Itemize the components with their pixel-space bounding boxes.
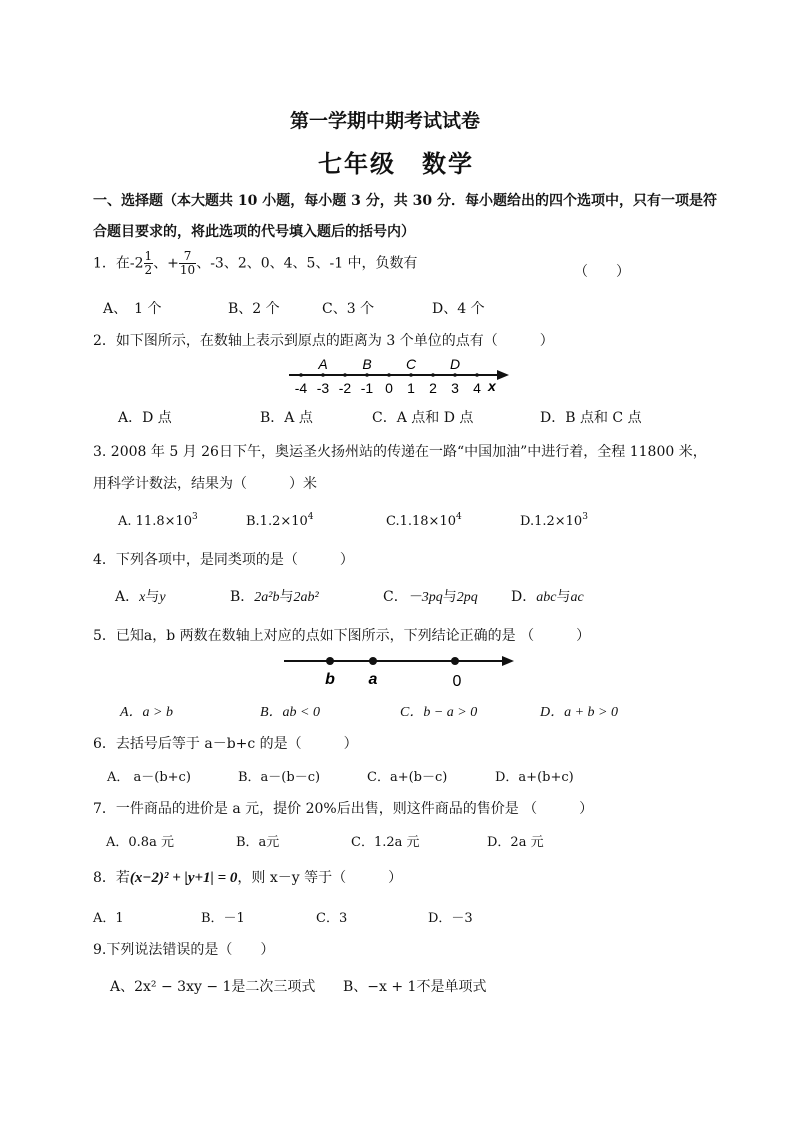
q8-option-c: C．3 <box>316 911 348 926</box>
page-subtitle: 七年级 数学 <box>318 149 474 178</box>
question-8 <box>93 867 402 887</box>
question-4: 4．下列各项中，是同类项的是（ ） <box>93 552 354 568</box>
q1-prefix: 1．在-2 <box>93 255 144 272</box>
q6-option-b: B．a－(b－c) <box>238 770 321 785</box>
q5-option-a: A．a > b <box>120 705 173 720</box>
exponent: 3 <box>582 512 588 522</box>
q2-option-c: C．A 点和 D 点 <box>372 410 474 426</box>
q2-option-d: D．B 点和 C 点 <box>540 410 642 426</box>
q1-option-c: C、3 个 <box>322 301 375 317</box>
q9-option-b: B、−x + 1不是单项式 <box>343 979 487 995</box>
tick-label: -4 <box>294 380 308 396</box>
option-label: A． <box>115 589 140 605</box>
option-text: D.1.2×10 <box>520 514 583 529</box>
question-1 <box>93 250 418 277</box>
term: y <box>159 590 166 605</box>
question-3-cont: 用科学计数法，结果为（ ）米 <box>93 476 317 492</box>
term: 2a²b <box>254 590 280 605</box>
q7-option-a: A．0.8a 元 <box>106 835 174 850</box>
conjunction: 与 <box>556 589 571 605</box>
number-line-diagram <box>285 355 515 401</box>
tick-label: -3 <box>316 380 330 396</box>
term: abc <box>536 590 557 605</box>
tick-label: 4 <box>473 380 481 396</box>
point-label-b: B <box>362 356 372 372</box>
question-3: 3. 2008 年 5 月 26日下午，奥运圣火扬州站的传递在一路“中国加油”中进行着，全程 11800 米， <box>93 444 707 460</box>
tick-mark <box>409 373 413 377</box>
q5-option-d: D．a + b > 0 <box>540 705 619 720</box>
answer-blank[interactable]: （ ） <box>574 264 630 280</box>
option-text: A. 11.8×10 <box>118 514 193 529</box>
exponent: 4 <box>456 512 462 522</box>
tick-mark <box>343 373 347 377</box>
question-2: 2．如下图所示，在数轴上表示到原点的距离为 3 个单位的点有（ ） <box>93 333 554 349</box>
q3-option-a <box>118 512 198 529</box>
q3-option-b <box>246 512 314 529</box>
q5-option-c: C．b − a > 0 <box>400 705 478 720</box>
tick-label: 1 <box>407 380 415 396</box>
option-label: C． <box>383 589 408 605</box>
section-heading-cont: 合题目要求的，将此选项的代号填入题后的括号内） <box>93 224 415 240</box>
q3-option-c <box>386 512 462 529</box>
axis-variable-x: x <box>488 378 496 394</box>
q8-option-b: B．－1 <box>201 911 245 926</box>
tick-mark <box>321 373 325 377</box>
q3-option-d <box>520 512 588 529</box>
tick-mark <box>475 373 479 377</box>
conjunction: 与 <box>442 589 457 605</box>
q8-option-a: A．1 <box>93 911 124 926</box>
arrow-head <box>502 656 514 666</box>
term: x <box>139 590 146 605</box>
point-label-d: D <box>449 356 461 372</box>
q5-option-b: B．ab < 0 <box>260 705 320 720</box>
exponent: 4 <box>307 512 314 522</box>
tick-label: 2 <box>429 380 437 396</box>
option-text: B.1.2×10 <box>246 514 308 529</box>
q9-option-a: A、2x² − 3xy − 1是二次三项式 <box>110 979 316 995</box>
tick-mark <box>387 373 391 377</box>
label-a: a <box>368 671 378 688</box>
fraction-numerator: 7 <box>179 250 196 264</box>
question-7: 7．一件商品的进价是 a 元，提价 20%后出售，则这件商品的售价是 （ ） <box>93 801 594 817</box>
q1-option-a: A、 1 个 <box>103 301 162 317</box>
tick-mark <box>365 373 369 377</box>
tick-label: 0 <box>385 380 393 396</box>
tick-label: -1 <box>360 380 374 396</box>
q8-equation: (x−2)² + |y+1| = 0 <box>129 870 238 886</box>
question-9: 9.下列说法错误的是（ ） <box>93 942 275 958</box>
option-text: C.1.18×10 <box>386 514 456 529</box>
point-a <box>369 657 377 665</box>
q6-option-c: C．a+(b－c) <box>367 770 448 785</box>
q4-option-c <box>383 586 478 606</box>
q8-suffix: ，则 x－y 等于（ ） <box>237 870 403 886</box>
q8-prefix: 8．若 <box>93 870 130 886</box>
q4-option-d <box>511 586 584 606</box>
section-heading: 一、选择题（本大题共 10 小题，每小题 3 分，共 30 分．每小题给出的四个选项中，只有一项是符 <box>93 193 717 209</box>
term: 2pq <box>456 590 478 605</box>
page-title: 第一学期中期考试试卷 <box>290 110 481 132</box>
q4-option-b <box>230 586 319 606</box>
point-label-c: C <box>405 356 417 372</box>
q1-option-d: D、4 个 <box>432 301 485 317</box>
label-b: b <box>325 671 335 688</box>
q2-option-b: B．A 点 <box>260 410 313 426</box>
q8-option-d: D．－3 <box>428 911 473 926</box>
fraction-denominator: 10 <box>179 263 196 277</box>
q2-option-a: A．D 点 <box>118 410 172 426</box>
point-label-a: A <box>318 356 328 372</box>
term: ac <box>570 590 584 605</box>
conjunction: 与 <box>279 589 294 605</box>
fraction-numerator: 1 <box>144 249 153 263</box>
question-5: 5．已知a，b 两数在数轴上对应的点如下图所示，下列结论正确的是 （ ） <box>93 628 591 644</box>
option-label: B． <box>230 589 255 605</box>
q6-option-a: A． a－(b+c) <box>107 770 191 785</box>
number-line-diagram-2 <box>280 650 520 690</box>
label-zero: 0 <box>452 673 462 690</box>
term: 2ab² <box>293 590 319 605</box>
q1-mid: 、+ <box>153 255 179 272</box>
conjunction: 与 <box>145 589 160 605</box>
tick-mark <box>299 373 303 377</box>
q7-option-d: D．2a 元 <box>487 835 544 850</box>
question-6: 6．去括号后等于 a－b+c 的是（ ） <box>93 736 358 752</box>
point-b <box>326 657 334 665</box>
fraction-1-2 <box>144 250 154 277</box>
q7-option-c: C．1.2a 元 <box>351 835 420 850</box>
arrow-head <box>497 370 509 380</box>
term: －3pq <box>407 590 443 605</box>
tick-mark <box>431 373 435 377</box>
q1-option-b: B、2 个 <box>228 301 280 317</box>
option-label: D． <box>511 589 537 605</box>
q6-option-d: D．a+(b+c) <box>495 770 574 785</box>
fraction-7-10 <box>179 250 196 277</box>
tick-label: 3 <box>451 380 459 396</box>
tick-label: -2 <box>338 380 352 396</box>
point-zero <box>451 657 459 665</box>
tick-mark <box>453 373 457 377</box>
fraction-denominator: 2 <box>144 263 153 277</box>
q4-option-a <box>115 586 166 606</box>
exponent: 3 <box>192 512 198 522</box>
q1-suffix: 、-3、2、0、4、5、-1 中，负数有 <box>196 255 418 272</box>
q7-option-b: B．a元 <box>236 835 280 850</box>
